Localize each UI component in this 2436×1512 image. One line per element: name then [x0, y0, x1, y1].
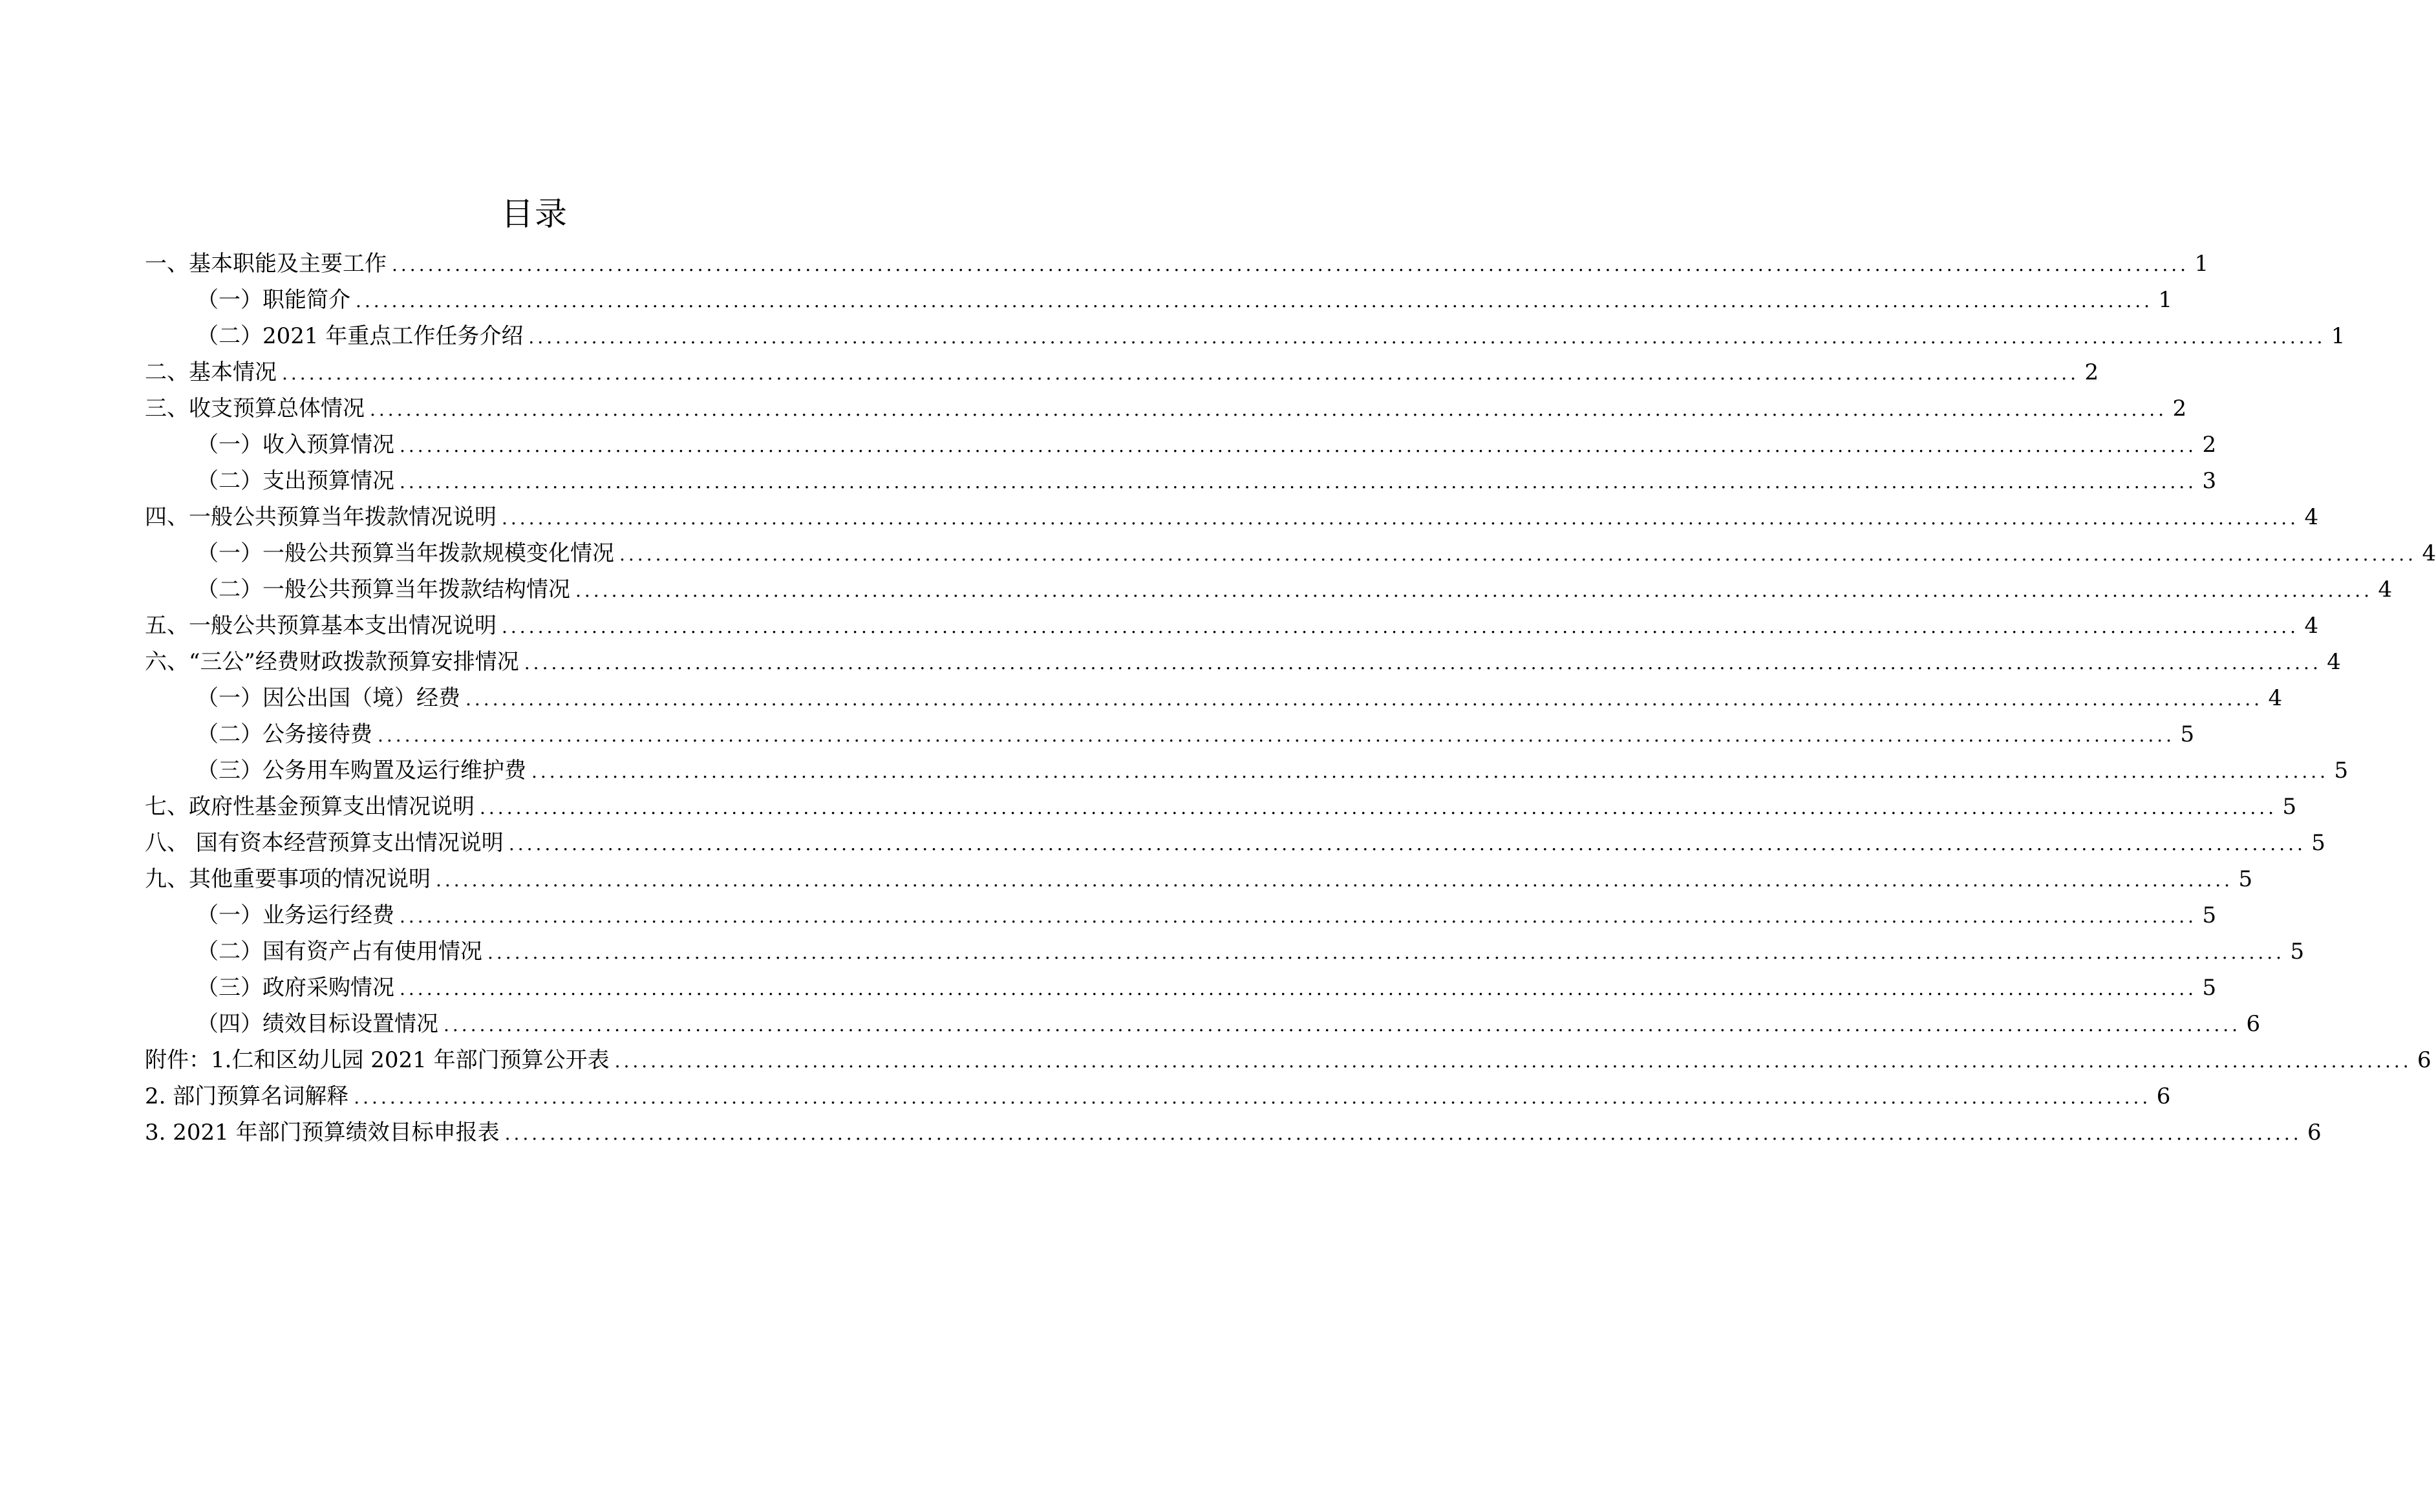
toc-dot-leader: ........................................................................................................................................................................................................: [575, 580, 2373, 601]
toc-entry[interactable]: [145, 499, 2319, 535]
toc-entry-page-number: 5: [2180, 721, 2195, 747]
toc-entry-label: （二）2021 年重点工作任务介绍: [197, 323, 524, 349]
toc-entry-page-number: 5: [2238, 866, 2253, 892]
toc-entry[interactable]: [145, 354, 2099, 390]
toc-entry-label: （三）公务用车购置及运行维护费: [197, 758, 526, 783]
toc-entry[interactable]: [145, 318, 2345, 354]
toc-dot-leader: ........................................................................................................................................................................................................: [619, 544, 2417, 565]
toc-entry-label: （四）绩效目标设置情况: [197, 1011, 438, 1037]
toc-entry[interactable]: [145, 1114, 2322, 1151]
toc-entry-page-number: 5: [2202, 975, 2217, 1001]
toc-entry-page-number: 3: [2202, 468, 2217, 494]
toc-entry-page-number: 4: [2422, 540, 2436, 566]
toc-entry-label: 五、一般公共预算基本支出情况说明: [145, 613, 497, 639]
toc-dot-leader: ........................................................................................................................................................................................................: [614, 1050, 2412, 1072]
toc-dot-leader: ........................................................................................................................................................................................................: [436, 869, 2234, 891]
toc-entry[interactable]: [145, 535, 2436, 571]
toc-entry-page-number: 1: [2331, 323, 2345, 349]
toc-dot-leader: ........................................................................................................................................................................................................: [524, 652, 2322, 674]
toc-entry-label: 六、“三公”经费财政拨款预算安排情况: [145, 649, 519, 675]
toc-entry-page-number: 2: [2084, 359, 2099, 385]
toc-entry-page-number: 5: [2290, 939, 2305, 964]
toc-entry-page-number: 6: [2246, 1011, 2261, 1037]
toc-dot-leader: ........................................................................................................................................................................................................: [508, 833, 2306, 855]
toc-entry[interactable]: [145, 789, 2297, 825]
toc-dot-leader: ........................................................................................................................................................................................................: [465, 688, 2263, 710]
toc-entry-page-number: 5: [2282, 794, 2297, 820]
toc-entry[interactable]: [145, 1042, 2431, 1078]
toc-entry-label: （一）收入预算情况: [197, 432, 394, 458]
toc-entry-label: （二）公务接待费: [197, 721, 372, 747]
toc-entry-label: 九、其他重要事项的情况说明: [145, 866, 431, 892]
toc-dot-leader: ........................................................................................................................................................................................................: [528, 326, 2326, 348]
toc-entry[interactable]: [145, 933, 2305, 970]
toc-dot-leader: ........................................................................................................................................................................................................: [480, 797, 2278, 818]
toc-entry-label: 二、基本情况: [145, 359, 277, 385]
toc-entry-page-number: 6: [2417, 1047, 2431, 1073]
toc-entry[interactable]: [145, 752, 2349, 789]
toc-dot-leader: ........................................................................................................................................................................................................: [378, 725, 2175, 746]
toc-entry[interactable]: [145, 282, 2173, 318]
toc-entry-page-number: 4: [2378, 577, 2393, 602]
toc-entry-page-number: 5: [2311, 830, 2325, 856]
toc-entry-label: 四、一般公共预算当年拨款情况说明: [145, 504, 497, 530]
toc-entry-label: （一）一般公共预算当年拨款规模变化情况: [197, 540, 614, 566]
toc-dot-leader: ........................................................................................................................................................................................................: [356, 290, 2153, 312]
table-of-contents: [145, 246, 2436, 1151]
toc-entry[interactable]: [145, 463, 2217, 499]
toc-dot-leader: ........................................................................................................................................................................................................: [443, 1014, 2241, 1036]
toc-entry-page-number: 4: [2304, 504, 2319, 530]
toc-entry[interactable]: [145, 1078, 2171, 1114]
toc-entry-page-number: 6: [2307, 1120, 2322, 1145]
toc-entry[interactable]: [145, 608, 2319, 644]
toc-entry-page-number: 5: [2202, 902, 2217, 928]
toc-entry-label: 3. 2021 年部门预算绩效目标申报表: [145, 1120, 500, 1145]
toc-entry[interactable]: [145, 644, 2341, 680]
toc-entry-page-number: 5: [2334, 758, 2349, 783]
toc-entry-label: （一）职能简介: [197, 287, 350, 313]
toc-entry[interactable]: [145, 1006, 2261, 1042]
toc-entry[interactable]: [145, 390, 2187, 427]
toc-dot-leader: ........................................................................................................................................................................................................: [400, 471, 2197, 493]
toc-entry-label: （一）因公出国（境）经费: [197, 685, 460, 711]
toc-entry-label: （一）业务运行经费: [197, 902, 394, 928]
toc-dot-leader: ........................................................................................................................................................................................................: [400, 978, 2197, 999]
toc-dot-leader: ........................................................................................................................................................................................................: [392, 254, 2190, 275]
toc-entry-label: 2. 部门预算名词解释: [145, 1083, 349, 1109]
toc-dot-leader: ........................................................................................................................................................................................................: [370, 399, 2168, 420]
toc-entry-page-number: 2: [2172, 396, 2187, 421]
toc-entry-label: 一、基本职能及主要工作: [145, 251, 387, 277]
toc-dot-leader: ........................................................................................................................................................................................................: [487, 942, 2285, 963]
toc-entry-page-number: 6: [2156, 1083, 2171, 1109]
toc-entry-page-number: 4: [2327, 649, 2341, 675]
toc-entry-page-number: 4: [2268, 685, 2283, 711]
toc-entry-label: （二）一般公共预算当年拨款结构情况: [197, 577, 570, 602]
toc-entry-label: （二）国有资产占有使用情况: [197, 939, 482, 964]
toc-entry[interactable]: [145, 825, 2325, 861]
toc-entry[interactable]: [145, 897, 2217, 933]
toc-dot-leader: ........................................................................................................................................................................................................: [531, 761, 2329, 782]
toc-entry-label: （二）支出预算情况: [197, 468, 394, 494]
toc-entry[interactable]: [145, 970, 2217, 1006]
toc-dot-leader: ........................................................................................................................................................................................................: [502, 507, 2300, 529]
toc-entry-page-number: 4: [2304, 613, 2319, 639]
toc-entry[interactable]: [145, 680, 2283, 716]
toc-entry-label: 八、 国有资本经营预算支出情况说明: [145, 830, 504, 856]
toc-entry-page-number: 1: [2194, 251, 2209, 277]
toc-title: 目录: [501, 195, 568, 233]
toc-dot-leader: ........................................................................................................................................................................................................: [354, 1087, 2152, 1108]
toc-entry-page-number: 2: [2202, 432, 2217, 458]
toc-entry-label: 附件：1.仁和区幼儿园 2021 年部门预算公开表: [145, 1047, 610, 1073]
toc-entry[interactable]: [145, 861, 2253, 897]
toc-dot-leader: ........................................................................................................................................................................................................: [504, 1123, 2302, 1144]
toc-entry[interactable]: [145, 246, 2209, 282]
toc-entry-page-number: 1: [2158, 287, 2173, 313]
toc-dot-leader: ........................................................................................................................................................................................................: [282, 363, 2080, 384]
toc-entry[interactable]: [145, 571, 2393, 608]
toc-entry[interactable]: [145, 427, 2217, 463]
toc-entry-label: 三、收支预算总体情况: [145, 396, 365, 421]
toc-dot-leader: ........................................................................................................................................................................................................: [400, 435, 2197, 456]
toc-entry[interactable]: [145, 716, 2195, 752]
toc-dot-leader: ........................................................................................................................................................................................................: [400, 906, 2197, 927]
toc-entry-label: （三）政府采购情况: [197, 975, 394, 1001]
toc-dot-leader: ........................................................................................................................................................................................................: [502, 616, 2300, 637]
toc-entry-label: 七、政府性基金预算支出情况说明: [145, 794, 475, 820]
